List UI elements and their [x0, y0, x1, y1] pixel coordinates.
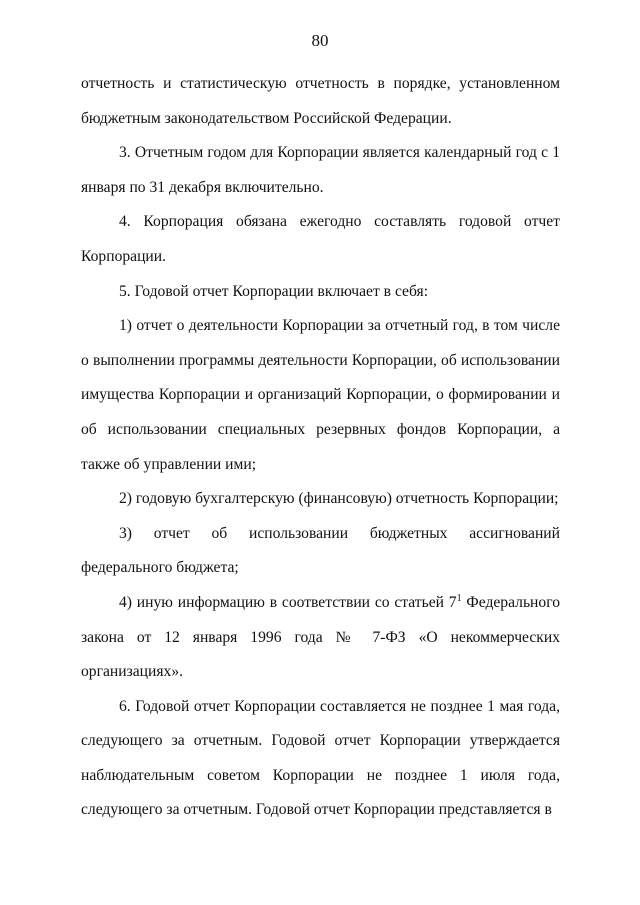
paragraph-reporting-year: 3. Отчетным годом для Корпорации является календарный год с 1 января по 31 декабря включительно.: [81, 144, 560, 196]
paragraph-report-contents: 5. Годовой отчет Корпорации включает в себя:: [119, 282, 429, 300]
document-body: [81, 67, 560, 828]
page-number: 80: [311, 31, 329, 50]
paragraph-report-deadlines: 6. Годовой отчет Корпорации составляется не позднее 1 мая года, следующего за отчетным. Годовой отчет Корпорации утверждается наблюдательным советом Корпорации не позднее 1 июля года, следующего за отчетным. Годовой отчет Корпорации представляется в: [81, 697, 560, 819]
paragraph-budget-reporting: отчетность и статистическую отчетность в порядке, установленном бюджетным законодательством Российской Федерации.: [81, 75, 560, 127]
paragraph-annual-report-obligation: 4. Корпорация обязана ежегодно составлять годовой отчет Корпорации.: [81, 213, 560, 265]
list-item-financial-statements: 2) годовую бухгалтерскую (финансовую) отчетность Корпорации;: [119, 490, 559, 508]
list-item-other-information: [81, 586, 560, 690]
other-information-law-reference: Федерального закона от 12 января 1996 года № 7-ФЗ «О некоммерческих организациях».: [81, 593, 561, 681]
other-information-text: 4) иную информацию в соответствии со статьей 7: [119, 593, 457, 611]
list-item-activity-report: 1) отчет о деятельности Корпорации за отчетный год, в том числе о выполнении программы деятельности Корпорации, об использовании имущества Корпорации и организаций Корпорации, о формировании и об использовании специальных резервных фондов Корпорации, а также об управлении ими;: [81, 317, 560, 473]
list-item-budget-allocations-report: 3) отчет об использовании бюджетных ассигнований федерального бюджета;: [81, 524, 560, 577]
article-superscript: 1: [456, 592, 462, 604]
